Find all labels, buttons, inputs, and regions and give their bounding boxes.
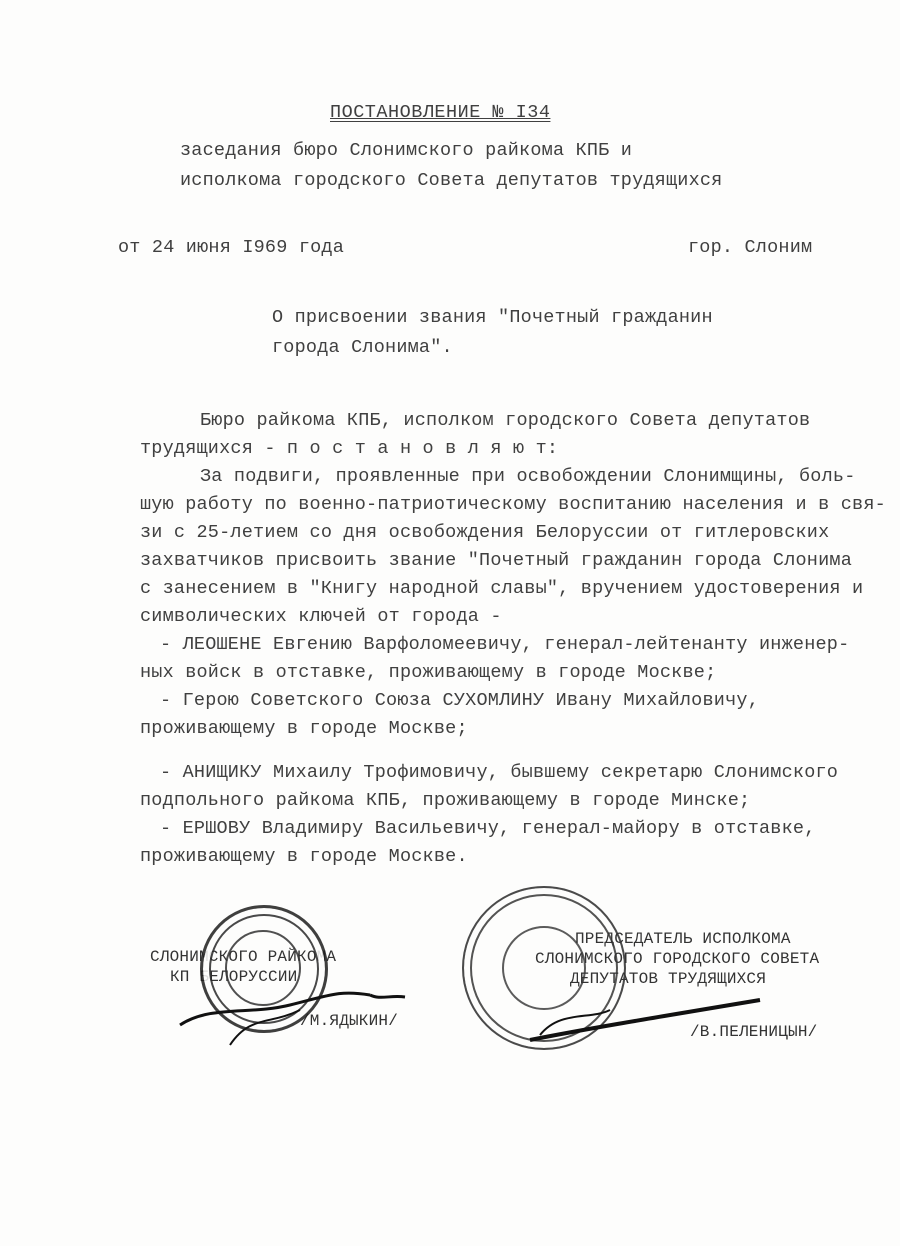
left-signature-title-1: СЛОНИМСКОГО РАЙКОМА [150, 948, 337, 966]
left-signature-title-2: КП БЕЛОРУССИИ [170, 968, 298, 986]
document-place: гор. Слоним [688, 237, 813, 258]
subject-line-1: О присвоении звания "Почетный гражданин [272, 307, 713, 328]
body-line: За подвиги, проявленные при освобождении Слонимщины, боль- [200, 466, 856, 487]
right-signature-title-3: ДЕПУТАТОВ ТРУДЯЩИХСЯ [570, 970, 767, 988]
body-line: трудящихся - п о с т а н о в л я ю т: [140, 438, 559, 459]
right-signature-name: /В.ПЕЛЕНИЦЫН/ [690, 1023, 818, 1041]
honoree-3-line-2: подпольного райкома КПБ, проживающему в городе Минске; [140, 790, 751, 811]
document-title: ПОСТАНОВЛЕНИЕ № I34 [330, 102, 551, 123]
honoree-1-line-1: - ЛЕОШЕНЕ Евгению Варфоломеевичу, генерал-лейтенанту инженер- [160, 634, 850, 655]
honoree-3-line-1: - АНИЩИКУ Михаилу Трофимовичу, бывшему секретарю Слонимского [160, 762, 839, 783]
body-line: шую работу по военно-патриотическому воспитанию населения и в свя- [140, 494, 886, 515]
honoree-2-line-2: проживающему в городе Москве; [140, 718, 468, 739]
body-line: зи с 25-летием со дня освобождения Белоруссии от гитлеровских [140, 522, 830, 543]
body-line: Бюро райкома КПБ, исполком городского Совета депутатов [200, 410, 811, 431]
honoree-2-line-1: - Герою Советского Союза СУХОМЛИНУ Ивану Михайловичу, [160, 690, 759, 711]
honoree-4-line-2: проживающему в городе Москве. [140, 846, 468, 867]
body-line: с занесением в "Книгу народной славы", вручением удостоверения и [140, 578, 864, 599]
subject-line-2: города Слонима". [272, 337, 453, 358]
body-line: захватчиков присвоить звание "Почетный гражданин города Слонима [140, 550, 853, 571]
subtitle-line-1: заседания бюро Слонимского райкома КПБ и [180, 140, 633, 161]
left-handwritten-signature-icon [170, 985, 420, 1055]
subtitle-line-2: исполкома городского Совета депутатов трудящихся [180, 170, 723, 191]
honoree-1-line-2: ных войск в отставке, проживающему в городе Москве; [140, 662, 717, 683]
right-signature-title-2: СЛОНИМСКОГО ГОРОДСКОГО СОВЕТА [535, 950, 820, 968]
body-line: символических ключей от города - [140, 606, 502, 627]
right-handwritten-signature-icon [520, 990, 780, 1050]
honoree-4-line-1: - ЕРШОВУ Владимиру Васильевичу, генерал-майору в отставке, [160, 818, 816, 839]
right-signature-title-1: ПРЕДСЕДАТЕЛЬ ИСПОЛКОМА [575, 930, 791, 948]
left-signature-name: /М.ЯДЫКИН/ [300, 1012, 399, 1030]
document-date: от 24 июня I969 года [118, 237, 345, 258]
